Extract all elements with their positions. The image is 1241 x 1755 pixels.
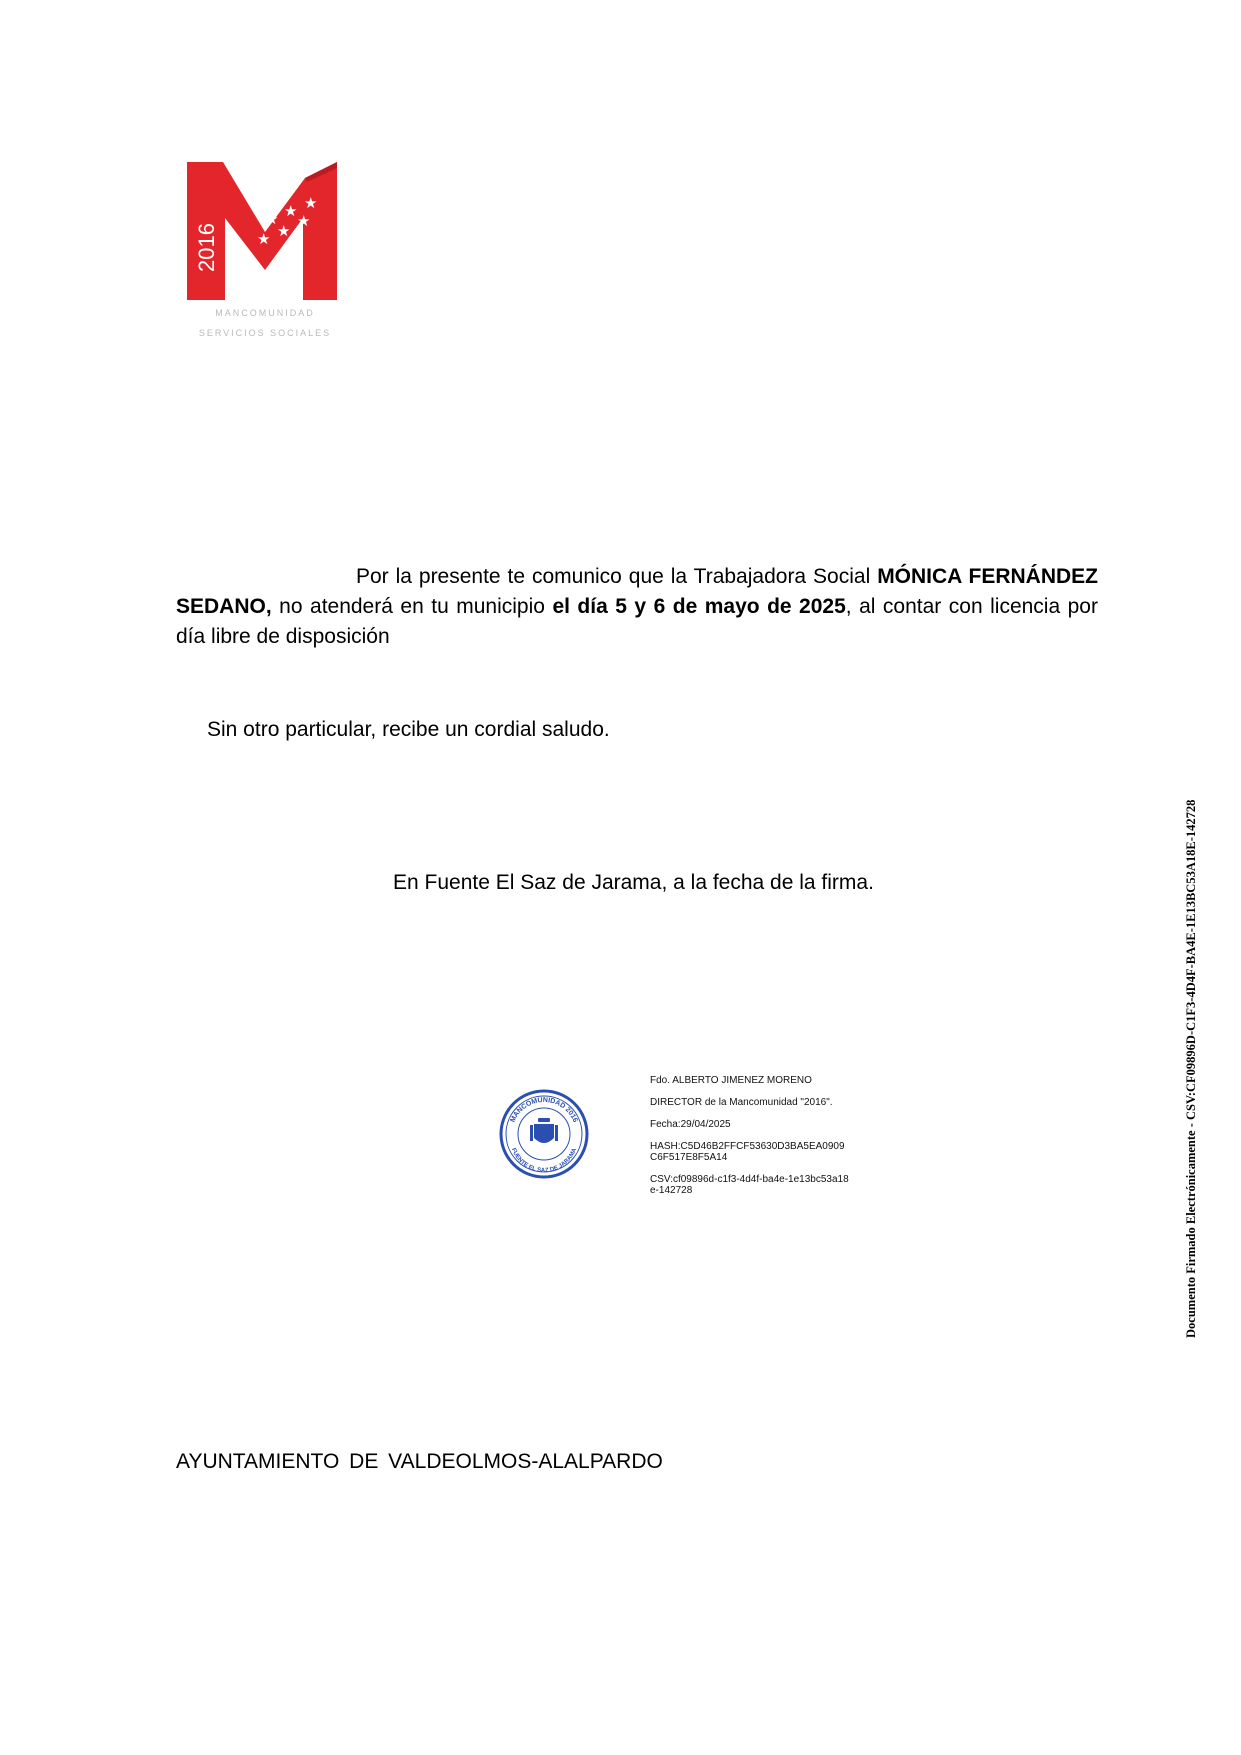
svg-text:★: ★ [257, 231, 271, 248]
closing-salutation: Sin otro particular, recibe un cordial saludo. [207, 718, 610, 741]
electronic-signature-stamp: Documento Firmado Electrónicamente - CSV:CF09896D-C1F3-4D4F-BA4E-1E13BC53A18E-142728 [1184, 799, 1198, 1338]
svg-text:★: ★ [277, 223, 291, 240]
logo-caption-line1: MANCOMUNIDAD [215, 308, 315, 318]
logo-caption-line2: SERVICIOS SOCIALES [198, 328, 332, 338]
svg-text:★: ★ [287, 235, 301, 252]
notice-paragraph [176, 562, 1098, 652]
seal-top-text: MANCOMUNIDAD 2016 [509, 1096, 579, 1124]
signer-role: DIRECTOR de la Mancomunidad "2016". [650, 1097, 833, 1108]
signer-name: Fdo. ALBERTO JIMENEZ MORENO [650, 1075, 812, 1086]
svg-text:★: ★ [265, 211, 279, 228]
signature-hash: HASH:C5D46B2FFCF53630D3BA5EA0909C6F517E8F5A14 [650, 1141, 845, 1163]
notice-text-3: , al contar con licencia por día libre de disposición [176, 595, 1098, 648]
place-and-date: En Fuente El Saz de Jarama, a la fecha de la firma. [393, 871, 874, 894]
svg-text:★: ★ [297, 213, 311, 230]
seal-stamp-graphic [498, 1088, 590, 1180]
social-worker-name: MÓNICA FERNÁNDEZ SEDANO, [176, 565, 1098, 618]
notice-text-2: no atenderá en tu municipio [271, 595, 553, 618]
logo-m-graphic [185, 160, 345, 300]
seal-bottom-text: FUENTE EL SAZ DE JARAMA [509, 1147, 579, 1175]
coat-of-arms-icon [530, 1118, 558, 1143]
mancomunidad-logo [185, 160, 345, 340]
recipient-organization: AYUNTAMIENTO DE VALDEOLMOS-ALALPARDO [176, 1450, 663, 1473]
notice-text-1: Por la presente te comunico que la Trabajadora Social [356, 565, 878, 588]
signature-date: Fecha:29/04/2025 [650, 1119, 731, 1130]
svg-text:★: ★ [304, 195, 318, 212]
logo-year: 2016 [194, 223, 219, 272]
absence-dates: el día 5 y 6 de mayo de 2025 [552, 595, 846, 618]
svg-text:★: ★ [284, 203, 298, 220]
signature-block [650, 1075, 850, 1207]
official-seal [498, 1088, 590, 1180]
signature-csv: CSV:cf09896d-c1f3-4d4f-ba4e-1e13bc53a18e-142728 [650, 1174, 849, 1196]
